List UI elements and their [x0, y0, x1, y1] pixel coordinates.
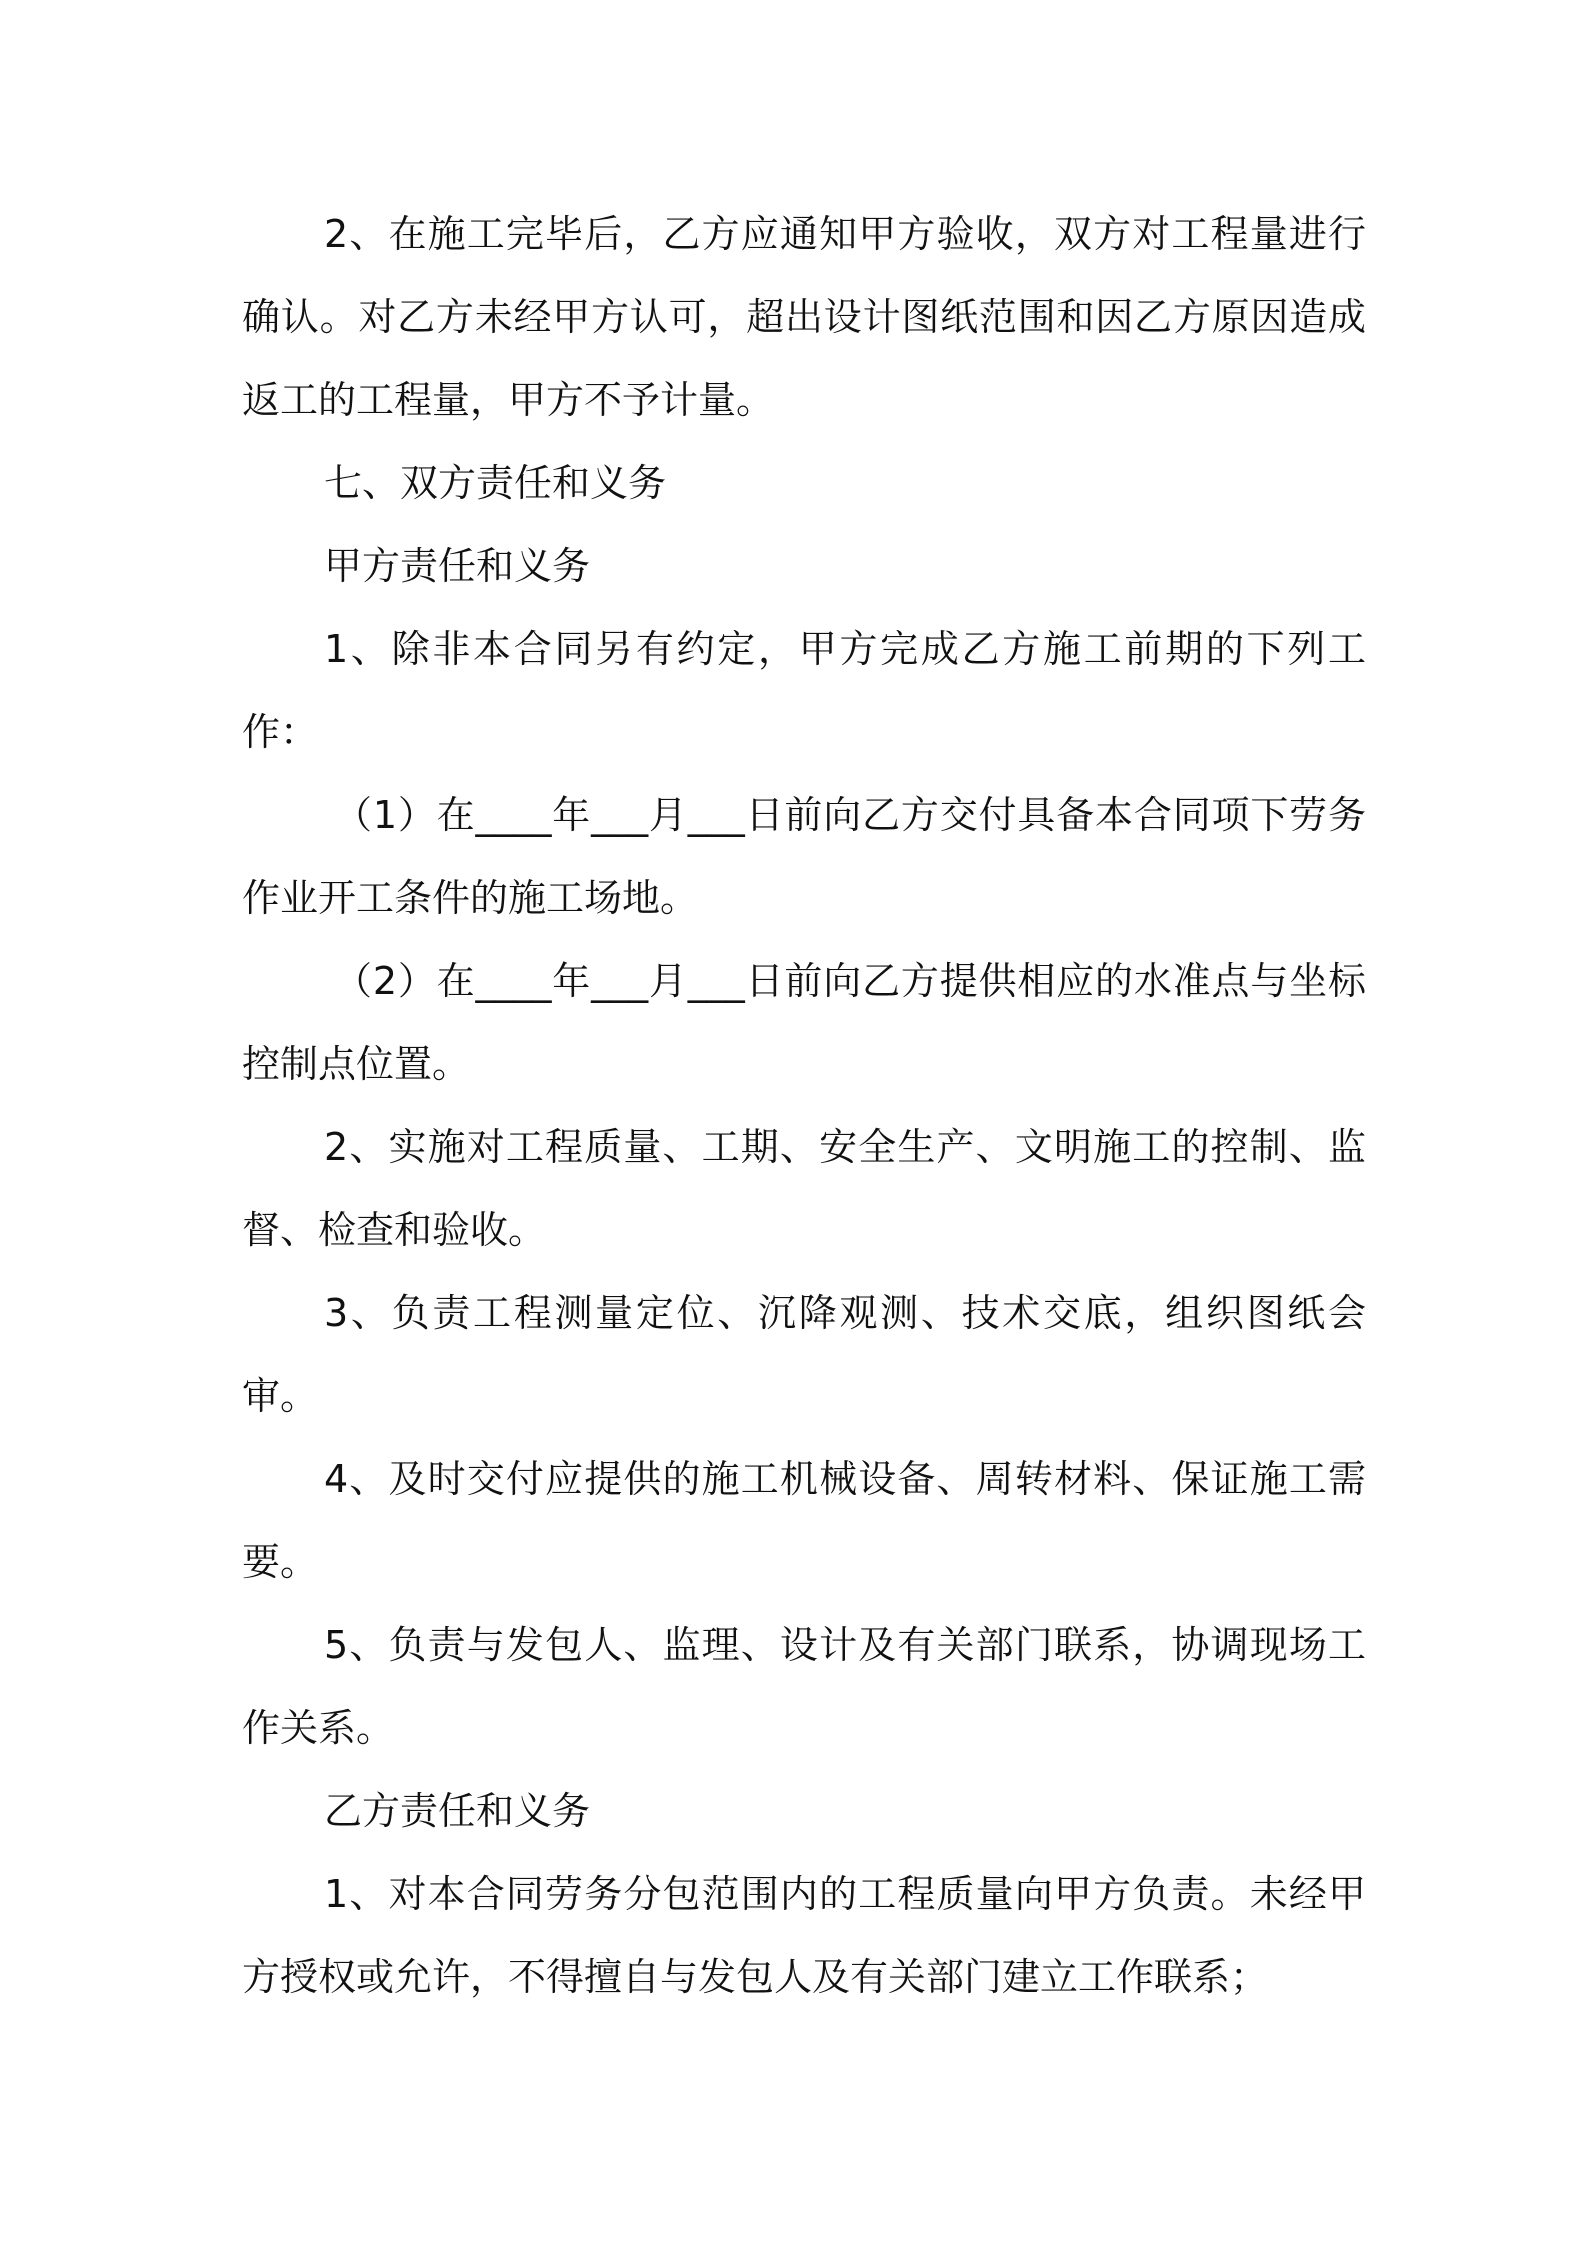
subheading-party-a: 甲方责任和义务 — [324, 544, 591, 588]
subheading-party-b: 乙方责任和义务 — [324, 1789, 591, 1833]
paragraph-acceptance: 2、在施工完毕后，乙方应通知甲方验收，双方对工程量进行确认。对乙方未经甲方认可，超出设计图纸范围和因乙方原因造成返工的工程量，甲方不予计量。 — [242, 212, 1366, 422]
section-heading-responsibilities: 七、双方责任和义务 — [324, 461, 667, 505]
paragraph-party-a-item-1-sub-1: （1）在____年___月___日前向乙方交付具备本合同项下劳务作业开工条件的施工场地。 — [242, 793, 1366, 920]
paragraph-party-a-item-1: 1、除非本合同另有约定，甲方完成乙方施工前期的下列工作： — [242, 627, 1366, 754]
paragraph-party-a-item-2: 2、实施对工程质量、工期、安全生产、文明施工的控制、监督、检查和验收。 — [242, 1125, 1366, 1252]
paragraph-party-a-item-1-sub-2: （2）在____年___月___日前向乙方提供相应的水准点与坐标控制点位置。 — [242, 959, 1366, 1086]
paragraph-party-b-item-1: 1、对本合同劳务分包范围内的工程质量向甲方负责。未经甲方授权或允许，不得擅自与发包人及有关部门建立工作联系； — [242, 1872, 1366, 1999]
document-body — [242, 193, 1366, 2019]
paragraph-party-a-item-4: 4、及时交付应提供的施工机械设备、周转材料、保证施工需要。 — [242, 1457, 1366, 1584]
paragraph-party-a-item-3: 3、负责工程测量定位、沉降观测、技术交底，组织图纸会审。 — [242, 1291, 1366, 1418]
paragraph-party-a-item-5: 5、负责与发包人、监理、设计及有关部门联系，协调现场工作关系。 — [242, 1623, 1366, 1750]
